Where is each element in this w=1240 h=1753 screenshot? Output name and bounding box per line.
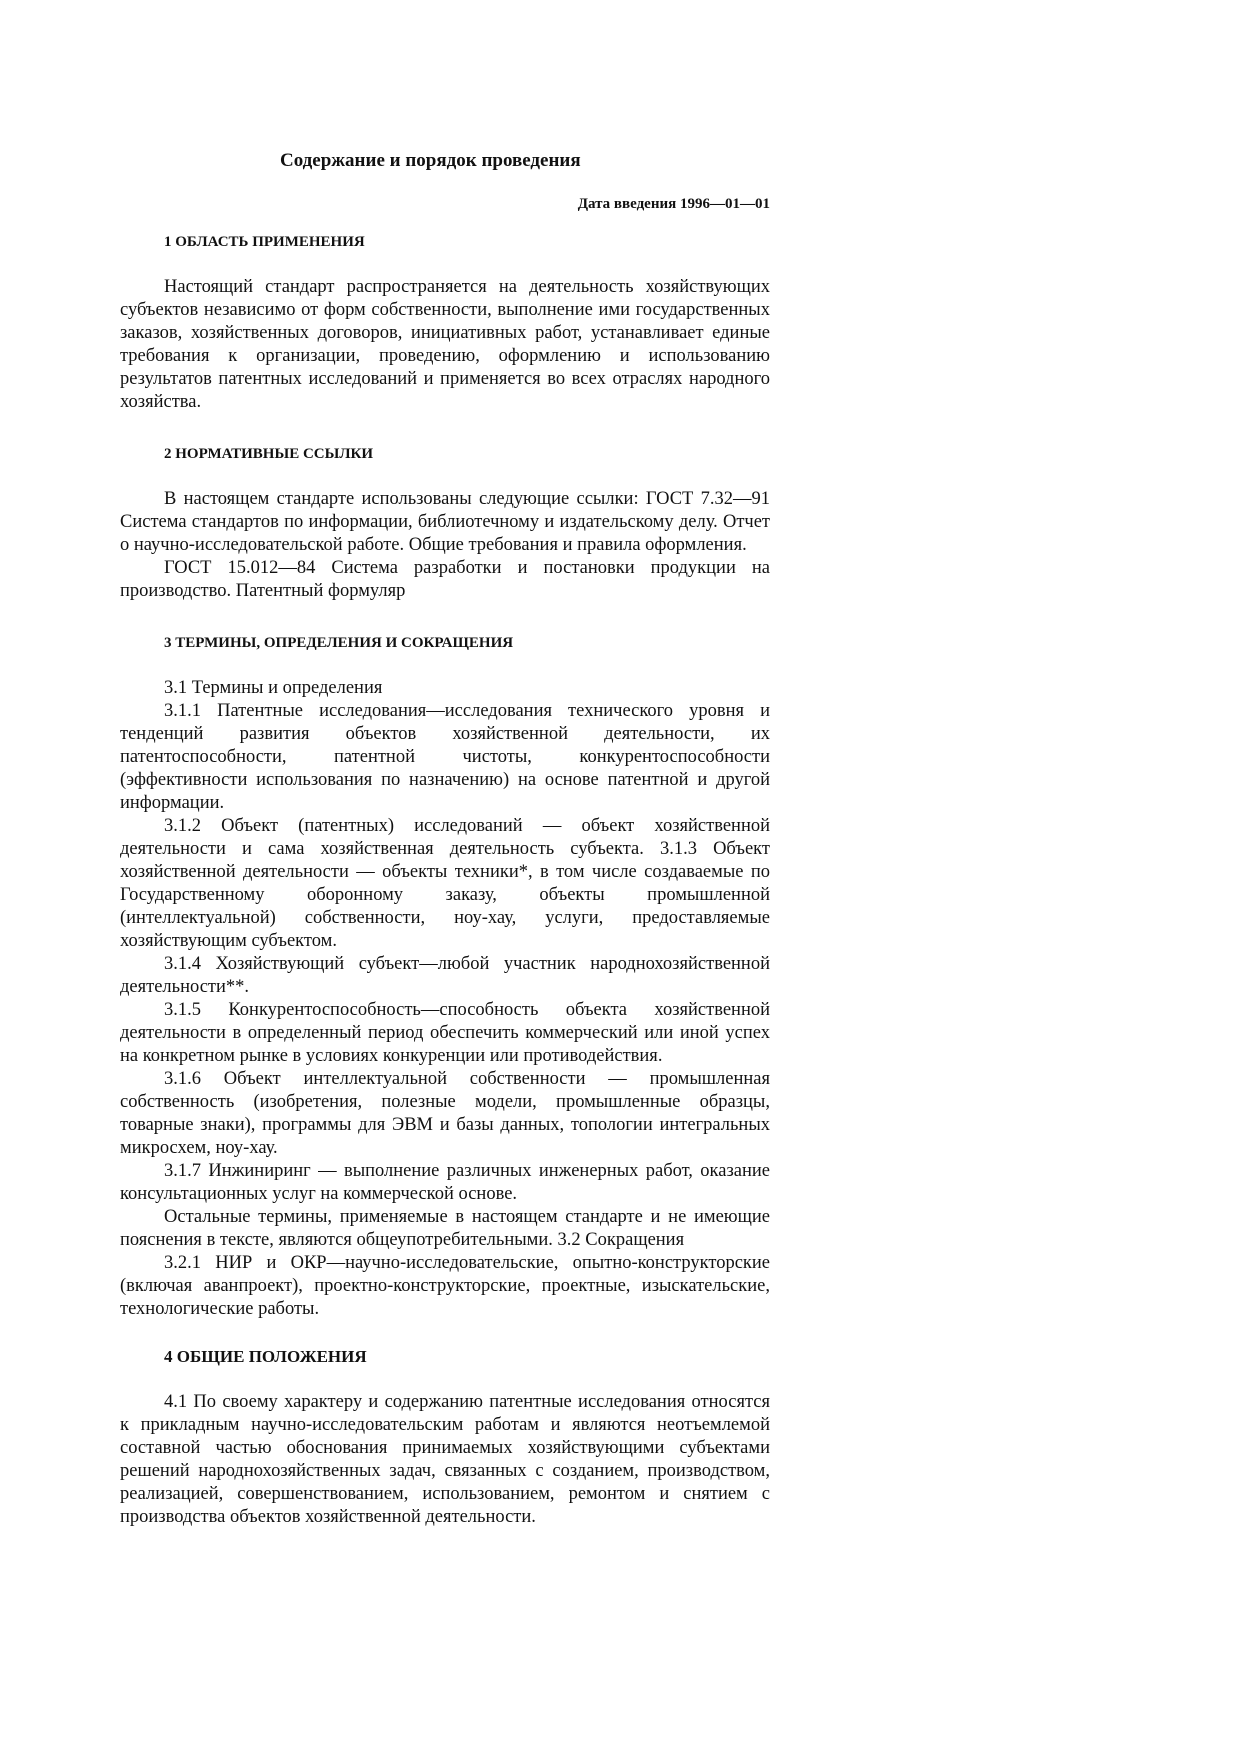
paragraph: В настоящем стандарте использованы следующие ссылки: ГОСТ 7.32—91 Система стандартов по информации, библиотечному и издательскому делу. Отчет о научно-исследовательской работе. Общие требования и правила оформления. xyxy=(120,489,770,555)
paragraph: ГОСТ 15.012—84 Система разработки и постановки продукции на производство. Патентный формуляр xyxy=(120,558,770,601)
paragraph: 3.1.1 Патентные исследования—исследования технического уровня и тенденций развития объектов хозяйственной деятельности, их патентоспособности, патентной чистоты, конкурентоспособности (эффективности использования по назначению) на основе патентной и другой информации. xyxy=(120,701,770,813)
paragraph: 3.1.6 Объект интеллектуальной собственности — промышленная собственность (изобретения, полезные модели, промышленные образцы, товарные знаки), программы для ЭВМ и базы данных, топологии интегральных микросхем, ноу-хау. xyxy=(120,1069,770,1158)
section-heading-references: 2 НОРМАТИВНЫЕ ССЫЛКИ xyxy=(164,446,374,462)
paragraph: 3.1.4 Хозяйствующий субъект—любой участник народнохозяйственной деятельности**. xyxy=(120,954,770,997)
document-title: Содержание и порядок проведения xyxy=(280,150,581,171)
section-heading-scope: 1 ОБЛАСТЬ ПРИМЕНЕНИЯ xyxy=(164,234,365,250)
document-body xyxy=(120,232,770,1529)
paragraph: 3.1.7 Инжиниринг — выполнение различных инженерных работ, оказание консультационных услуг на коммерческой основе. xyxy=(120,1161,770,1204)
effective-date: Дата введения 1996—01—01 xyxy=(577,196,770,212)
paragraph: 3.1.2 Объект (патентных) исследований — объект хозяйственной деятельности и сама хозяйственная деятельность субъекта. 3.1.3 Объект хозяйственной деятельности — объекты техники*, в том числе создаваемые по Государственному оборонному заказу, объекты промышленной (интеллектуальной) собственности, ноу-хау, услуги, предоставляемые хозяйствующим субъектом. xyxy=(120,816,770,951)
paragraph: 3.1 Термины и определения xyxy=(164,678,383,698)
paragraph: 3.1.5 Конкурентоспособность—способность объекта хозяйственной деятельности в определенный период обеспечить коммерческий или иной успех на конкретном рынке в условиях конкуренции или противодействия. xyxy=(120,1000,770,1066)
paragraph: 4.1 По своему характеру и содержанию патентные исследования относятся к прикладным научно-исследовательским работам и являются неотъемлемой составной частью обоснования принимаемых хозяйствующими субъектами решений народнохозяйственных задач, связанных с созданием, производством, реализацией, совершенствованием, использованием, ремонтом и снятием с производства объектов хозяйственной деятельности. xyxy=(120,1392,770,1527)
paragraph: Настоящий стандарт распространяется на деятельность хозяйствующих субъектов независимо от форм собственности, выполнение ими государственных заказов, хозяйственных договоров, инициативных работ, устанавливает единые требования к организации, проведению, оформлению и использованию результатов патентных исследований и применяется во всех отраслях народного хозяйства. xyxy=(120,277,770,412)
paragraph: 3.2.1 НИР и ОКР—научно-исследовательские, опытно-конструкторские (включая аванпроект), проектно-конструкторские, проектные, изыскательские, технологические работы. xyxy=(120,1253,770,1319)
paragraph: Остальные термины, применяемые в настоящем стандарте и не имеющие пояснения в тексте, являются общеупотребительными. 3.2 Сокращения xyxy=(120,1207,770,1250)
section-heading-general: 4 ОБЩИЕ ПОЛОЖЕНИЯ xyxy=(164,1347,367,1366)
section-heading-terms: 3 ТЕРМИНЫ, ОПРЕДЕЛЕНИЯ И СОКРАЩЕНИЯ xyxy=(164,635,514,651)
